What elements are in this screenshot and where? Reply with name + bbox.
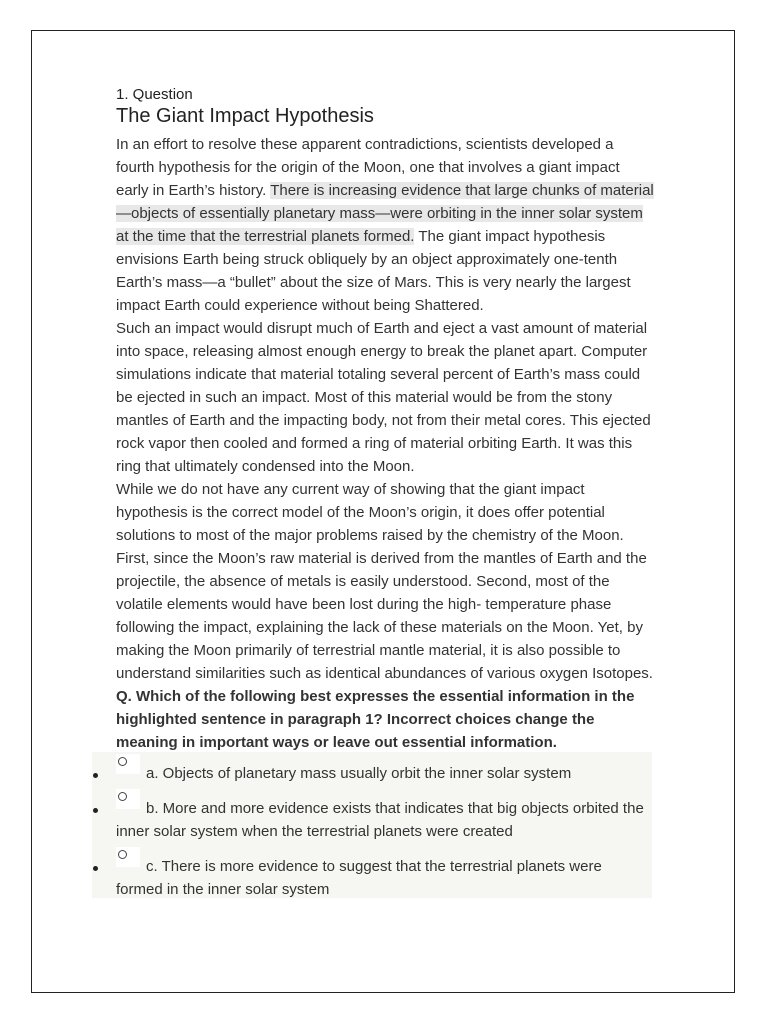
bullet-icon — [93, 773, 98, 778]
question-title: The Giant Impact Hypothesis — [116, 105, 374, 127]
bullet-icon — [93, 808, 98, 813]
question-content — [116, 86, 656, 754]
passage-paragraph-2: Such an impact would disrupt much of Earth and eject a vast amount of material into space, releasing almost enough energy to break the planet apart. Computer simulations indicate that material totaling several percent of Earth’s mass could be ejected in such an impact. Most of this material would be from the stony mantles of Earth and the impacting body, not from their metal cores. This ejected rock vapor then cooled and formed a ring of material orbiting Earth. It was this ring that ultimately condensed into the Moon. — [116, 320, 651, 475]
passage-paragraph-1 — [116, 133, 656, 317]
answer-option-label[interactable]: b. More and more evidence exists that indicates that big objects orbited the inner solar system when the terrestrial planets were created — [116, 800, 644, 840]
question-prompt: Q. Which of the following best expresses the essential information in the highlighted sentence in paragraph 1? Incorrect choices change the meaning in important ways or leave out essential information. — [116, 688, 635, 751]
answer-options — [92, 752, 652, 898]
passage-paragraph-3: While we do not have any current way of showing that the giant impact hypothesis is the correct model of the Moon’s origin, it does offer potential solutions to most of the major problems raised by the chemistry of the Moon. First, since the Moon’s raw material is derived from the mantles of Earth and the projectile, the absence of metals is easily understood. Second, most of the volatile elements would have been lost during the high- temperature phase following the impact, explaining the lack of these materials on the Moon. Yet, by making the Moon primarily of terrestrial mantle material, it is also possible to understand similarities such as identical abundances of various oxygen Isotopes. — [116, 481, 653, 682]
question-number: 1. Question — [116, 86, 193, 103]
answer-option-label[interactable]: a. Objects of planetary mass usually orbit the inner solar system — [146, 765, 572, 782]
paragraph-1-intro: In an effort to resolve these apparent contradictions, scientists developed a fourth hypothesis for the origin of the Moon, one that involves a giant impact early in Earth’s history. — [116, 136, 620, 199]
highlighted-sentence: There is increasing evidence that large chunks of material—objects of essentially planetary mass—were orbiting in the inner solar system at the time that the terrestrial planets formed. — [116, 182, 654, 245]
answer-option-label[interactable]: c. There is more evidence to suggest that the terrestrial planets were formed in the inner solar system — [116, 858, 602, 898]
paragraph-1-rest: The giant impact hypothesis envisions Earth being struck obliquely by an object approximately one-tenth Earth’s mass—a “bullet” about the size of Mars. This is very nearly the largest impact Earth could experience without being Shattered. — [116, 228, 631, 314]
bullet-icon — [93, 866, 98, 871]
